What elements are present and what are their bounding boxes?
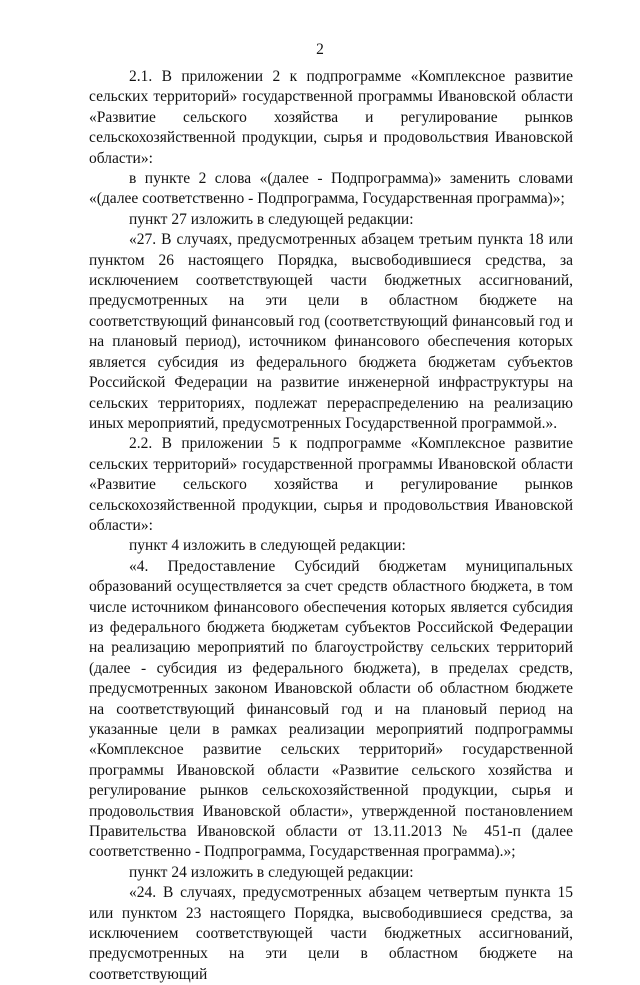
document-body: [89, 67, 573, 985]
paragraph-clause-24-text: «24. В случаях, предусмотренных абзацем четвертым пункта 15 или пунктом 23 настоящего Порядка, высвободившиеся средства, за исключением соответствующей части бюджетных ассигнований, предусмотренных на эти цели в областном бюджете на соответствующий: [89, 884, 573, 983]
paragraph-clause-27-text: «27. В случаях, предусмотренных абзацем третьим пункта 18 или пунктом 26 настоящего Порядка, высвободившиеся средства, за исключением соответствующей части бюджетных ассигнований, предусмотренных на эти цели в областном бюджете на соответствующий финансовый год (соответствующий финансовый год и на плановый период), источником финансового обеспечения которых является субсидия из федерального бюджета бюджетам субъектов Российской Федерации на развитие инженерной инфраструктуры на сельских территориях, подлежат перераспределению на реализацию иных мероприятий, предусмотренных Государственной программой.».: [89, 231, 573, 432]
paragraph-2-2-intro: 2.2. В приложении 5 к подпрограмме «Комплексное развитие сельских территорий» государственной программы Ивановской области «Развитие сельского хозяйства и регулирование рынков сельскохозяйственной продукции, сырья и продовольствия Ивановской области»:: [89, 435, 573, 534]
paragraph-clause-4-intro: пункт 4 изложить в следующей редакции:: [129, 537, 406, 555]
paragraph-clause-2-change: в пункте 2 слова «(далее - Подпрограмма)» заменить словами «(далее соответственно - Подпрограмма, Государственная программа)»;: [89, 170, 573, 208]
page-number: 2: [316, 41, 324, 58]
paragraph-clause-27-intro: пункт 27 изложить в следующей редакции:: [129, 210, 414, 228]
paragraph-clause-4-text: «4. Предоставление Субсидий бюджетам муниципальных образований осуществляется за счет средств областного бюджета, в том числе источником финансового обеспечения которых является субсидия из федерального бюджета бюджетам субъектов Российской Федерации на реализацию мероприятий по благоустройству сельских территорий (далее - субсидия из федерального бюджета), в пределах средств, предусмотренных законом Ивановской области об областном бюджете на соответствующий финансовый год и на плановый период на указанные цели в рамках реализации мероприятий подпрограммы «Комплексное развитие сельских территорий» государственной программы Ивановской области «Развитие сельского хозяйства и регулирование рынков сельскохозяйственной продукции, сырья и продовольствия Ивановской области», утвержденной постановлением Правительства Ивановской области от 13.11.2013 № 451-п (далее соответственно - Подпрограмма, Государственная программа).»;: [89, 557, 573, 861]
paragraph-clause-24-intro: пункт 24 изложить в следующей редакции:: [129, 863, 414, 881]
paragraph-2-1-intro: 2.1. В приложении 2 к подпрограмме «Комплексное развитие сельских территорий» государственной программы Ивановской области «Развитие сельского хозяйства и регулирование рынков сельскохозяйственной продукции, сырья и продовольствия Ивановской области»:: [89, 68, 573, 167]
